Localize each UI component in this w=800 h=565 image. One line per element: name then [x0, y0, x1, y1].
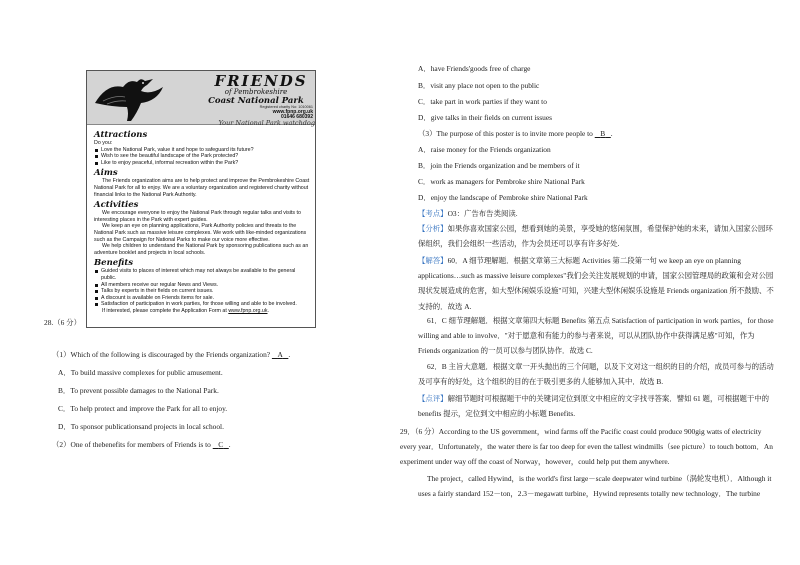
question-3: （3）The purpose of this poster is to invite more people to B .: [418, 129, 613, 138]
dianping-paragraph: [418, 391, 776, 421]
q2-option-d: D．give talks in their fields on current issues: [418, 113, 553, 122]
aims-heading: Aims: [94, 168, 118, 179]
attractions-item: Like to enjoy peaceful, informal recreation within the Park?: [94, 160, 310, 167]
fenxi-tag: 【分析】: [418, 224, 448, 233]
attractions-item: Wish to see the beautiful landscape of the Park protected?: [94, 153, 310, 160]
question-3-text: （3）The purpose of this poster is to invite more people to: [418, 129, 593, 138]
poster-org-line1: of Pembrokeshire: [224, 88, 288, 96]
question-1-answer: A: [277, 350, 283, 359]
q2-option-c: C．take part in work parties if they want to: [418, 97, 547, 106]
cormorant-bird-icon: [93, 73, 167, 123]
activities-paragraph: We help children to understand the National Park by sponsoring publications such as an adventure booklet and projects in local schools.: [94, 243, 309, 256]
benefits-item: All members receive our regular News and Views.: [94, 282, 310, 289]
poster-header: [87, 71, 315, 125]
question-2: （2）One of thebenefits for members of Friends is to C .: [52, 440, 231, 449]
attractions-item: Love the National Park, value it and hope to safeguard its future?: [94, 147, 310, 154]
question-29-paragraph: 29．（6 分）According to the US government，wind farms off the Pacific coast could produce 900gig watts of electricity every year．Unfortunately，the water there is far too deep for even the tallest windmills（see picture）to touch bottom．An experiment under way off the coast of Norway，however，could help put them anywhere.: [400, 427, 773, 467]
q3-option-a: A．raise money for the Friends organization: [418, 145, 551, 154]
kaodian-tag: 【考点】: [418, 209, 448, 218]
benefits-item: Guided visits to places of interest which may not always be available to the general public.: [94, 268, 310, 281]
poster-phone: 01646 680392: [281, 114, 313, 120]
application-note: [94, 308, 310, 315]
q1-option-c: C．To help protect and improve the Park for all to enjoy.: [58, 404, 228, 413]
poster-title: FRIENDS: [214, 72, 308, 90]
question-29-paragraph-2: The project，called Hywind，is the world's first large－scale deepwater wind turbine（涡轮发电机）．Although it uses a fairly standard 152－ton，2.3－megawatt turbine，Hywind represents totally new technology．The turbine: [418, 474, 772, 499]
poster-org-line2: Coast National Park: [208, 96, 304, 106]
q3-option-c: C．work as managers for Pembroke shire National Park: [418, 177, 585, 186]
benefits-heading: Benefits: [94, 258, 134, 269]
dianping-tag: 【点评】: [418, 394, 448, 403]
activities-heading: Activities: [94, 200, 139, 211]
activities-paragraph: We encourage everyone to enjoy the National Park through regular talks and visits to interesting places in the Park with expert guides.: [94, 210, 301, 223]
jieda-tag: 【解答】: [418, 256, 448, 265]
application-link[interactable]: www.fpnp.org.uk: [228, 307, 268, 314]
poster-registered: Registered charity No: 1010061: [259, 105, 313, 109]
attractions-intro: Do you:: [94, 140, 113, 146]
jieda-paragraph: [418, 253, 776, 314]
fenxi-paragraph: [418, 221, 776, 251]
question-1-text: （1）Which of the following is discouraged by the Friends organization?: [52, 350, 271, 359]
activities-paragraph: We keep an eye on planning applications, Park Authority policies and threats to the National Park such as massive leisure complexes. We work with like-minded organizations such as the Campaign for National Parks to make our voice more effective.: [94, 223, 307, 243]
question-1: （1）Which of the following is discouraged by the Friends organization? A .: [52, 350, 291, 359]
poster-website: www.fpnp.org.uk: [272, 109, 313, 115]
q2-option-a: A．have Friends'goods free of charge: [418, 64, 531, 73]
answer-61-paragraph: 61．C 细节理解题．根据文章第四大标题 Benefits 第五点 Satisfaction of participation in work parties，for those willing and able to involve．"对于愿意和有能力的参与者来说，可以从团队协作中获得满足感"可知，作为 Friends organization 的一员可以参与团队协作．故选 C.: [418, 316, 774, 356]
poster-watchdog: Your National Park watchdog: [218, 118, 315, 127]
answer-62-paragraph: 62．B 主旨大意题．根据文章一开头抛出的三个问题，以及下文对这一组织的目的介绍，成员可参与的活动及可享有的好处，这个组织的目的在于吸引更多的人能够加入其中．故选 B.: [418, 362, 774, 387]
q1-option-a: A．To build massive complexes for public amusement.: [58, 368, 223, 377]
jieda-text: 60．A 细节理解题．根据文章第三大标题 Activities 第二段第一句 we keep an eye on planning applications…such as massive leisure complexes"我们会关注发展规划的申请，国家公园管理局的政策和会对公园现状发展造成的危害，如大型休闲娱乐设施"可知，兴建大型休闲娱乐设施是 Friends organization 所不鼓励、不支持的．故选 A.: [418, 256, 774, 311]
application-note-suffix: .: [267, 307, 269, 314]
q2-option-b: B．visit any place not open to the public: [418, 81, 540, 90]
friends-poster: [86, 70, 316, 328]
question-3-answer: B: [600, 129, 606, 138]
benefits-item: A discount is available on Friends items for sale.: [94, 295, 310, 302]
q1-option-b: B．To prevent possible damages to the National Park.: [58, 386, 219, 395]
question-2-answer: C: [218, 440, 224, 449]
kaodian-line: [418, 209, 518, 218]
poster-body: [94, 128, 310, 314]
aims-text: The Friends organization aims are to help protect and improve the Pembrokeshire Coast National Park for all to enjoy. We are a voluntary organization and registered charity without financial links to the National Park Authority.: [94, 178, 310, 198]
benefits-item: Satisfaction of participation in work parties, for those willing and able to be involved.: [94, 301, 310, 308]
q3-option-b: B．join the Friends organization and be members of it: [418, 161, 580, 170]
fenxi-text: 如果你喜欢国家公园，想看到她的美景，享受她的悠闲氛围，希望保护她的未来，请加入国家公园环保组织，我们会组织一些活动，作为会员还可以享有许多好处.: [418, 224, 773, 249]
attractions-heading: Attractions: [94, 130, 148, 140]
question-number-28: 28.（6 分）: [44, 318, 81, 327]
benefits-item: Talks by experts in their fields on current issues.: [94, 288, 310, 295]
question-2-text: （2）One of thebenefits for members of Friends is to: [52, 440, 211, 449]
application-note-prefix: If interested, please complete the Application Form at: [102, 307, 229, 314]
kaodian-text: O3：广告布告类阅读.: [447, 209, 518, 218]
q3-option-d: D．enjoy the landscape of Pembroke shire National Park: [418, 193, 588, 202]
q1-option-d: D．To sponsor publicationsand projects in local school.: [58, 422, 224, 431]
dianping-text: 解细节题时可根据题干中的关键词定位到原文中相应的文字找寻答案．譬如 61 题，可根据题干中的 benefits 提示，定位到文中相应的小标题 Benefits.: [418, 394, 770, 419]
